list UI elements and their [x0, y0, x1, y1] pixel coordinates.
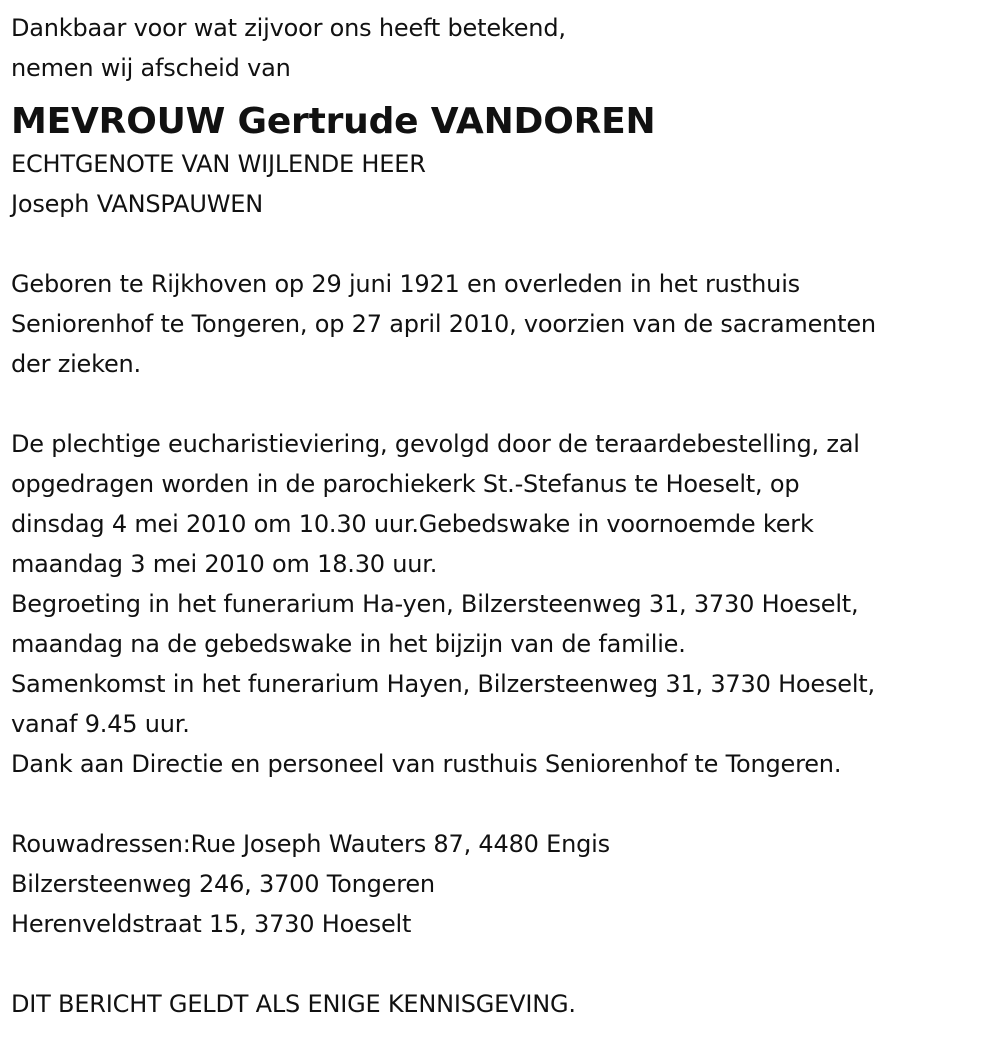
- paragraph-gap: [11, 224, 991, 264]
- mourning-addresses: [11, 824, 991, 944]
- address-line: Herenveldstraat 15, 3730 Hoeselt: [11, 910, 412, 938]
- birth-death-paragraph: [11, 264, 991, 384]
- text-line: Geboren te Rijkhoven op 29 juni 1921 en overleden in het rusthuis: [11, 270, 800, 298]
- text-line: maandag 3 mei 2010 om 18.30 uur.: [11, 550, 438, 578]
- text-line: dinsdag 4 mei 2010 om 10.30 uur.Gebedswake in voornoemde kerk: [11, 510, 814, 538]
- paragraph-gap: [11, 384, 991, 424]
- deceased-name: MEVROUW Gertrude VANDOREN: [11, 101, 656, 142]
- obituary-notice: [11, 8, 991, 1024]
- address-line: Rouwadressen:Rue Joseph Wauters 87, 4480 Engis: [11, 830, 610, 858]
- text-line: Begroeting in het funerarium Ha-yen, Bilzersteenweg 31, 3730 Hoeselt,: [11, 590, 859, 618]
- text-line: der zieken.: [11, 350, 141, 378]
- spouse-relation: ECHTGENOTE VAN WIJLENDE HEER: [11, 150, 426, 178]
- closing-notice: DIT BERICHT GELDT ALS ENIGE KENNISGEVING.: [11, 990, 576, 1018]
- text-line: opgedragen worden in de parochiekerk St.-Stefanus te Hoeselt, op: [11, 470, 800, 498]
- intro-line: Dankbaar voor wat zijvoor ons heeft betekend,: [11, 14, 566, 42]
- spouse-name: Joseph VANSPAUWEN: [11, 190, 263, 218]
- text-line: Dank aan Directie en personeel van rusthuis Seniorenhof te Tongeren.: [11, 750, 842, 778]
- text-line: Seniorenhof te Tongeren, op 27 april 2010, voorzien van de sacramenten: [11, 310, 876, 338]
- text-line: Samenkomst in het funerarium Hayen, Bilzersteenweg 31, 3730 Hoeselt,: [11, 670, 875, 698]
- ceremony-paragraph: [11, 424, 991, 784]
- text-line: maandag na de gebedswake in het bijzijn van de familie.: [11, 630, 686, 658]
- text-line: vanaf 9.45 uur.: [11, 710, 190, 738]
- paragraph-gap: [11, 784, 991, 824]
- paragraph-gap: [11, 944, 991, 984]
- address-line: Bilzersteenweg 246, 3700 Tongeren: [11, 870, 435, 898]
- text-line: De plechtige eucharistieviering, gevolgd door de teraardebestelling, zal: [11, 430, 860, 458]
- intro-line: nemen wij afscheid van: [11, 54, 291, 82]
